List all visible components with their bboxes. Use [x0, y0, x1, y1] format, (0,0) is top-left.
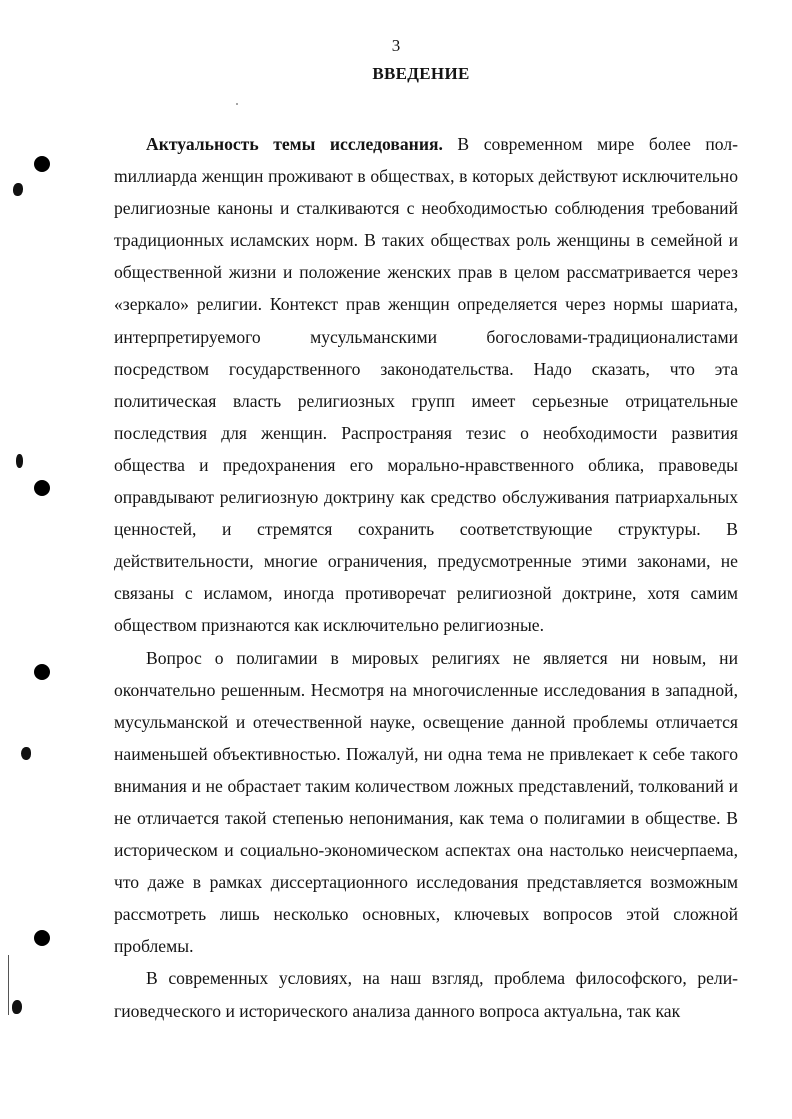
paragraph-polygamy [114, 642, 738, 963]
body-text [114, 128, 738, 1027]
scan-speck-2 [16, 454, 23, 468]
paragraph-text: В современных условиях, на наш взгляд, проблема философского, религиоведческого и исторического анализа данного вопроса актуальна, так как [114, 968, 738, 1021]
section-heading: ВВЕДЕНИЕ [372, 64, 470, 83]
paragraph-relevance [114, 128, 738, 642]
binder-hole-2 [34, 480, 50, 496]
scan-speck-4 [12, 1000, 22, 1014]
paragraph-modern-conditions [114, 962, 738, 1026]
scan-speck-3 [21, 747, 31, 760]
paragraph-text: В современном мире более полmиллиарда женщин проживают в обществах, в которых действуют исключительно религиозные каноны и сталкиваются с необходимостью соблюдения требований традиционных исламских норм. В таких обществах роль женщины в семейной и общественной жизни и положение женских прав в целом рассматривается через «зеркало» религии. Контекст прав женщин определяется через нормы шариата, интерпретируемого мусульманскими богословами-традиционалистами посредством государственного законодательства. Надо сказать, что эта политическая власть религиозных групп имеет серьезные отрицательные последствия для женщин. Распространяя тезис о необходимости развития общества и предохранения его морально-нравственного облика, правоведы оправдывают религиозную доктрину как средство обслуживания патриархальных ценностей, и стремятся сохранить соответствующие структуры. В действительности, многие ограничения, предусмотренные этими законами, не связаны с исламом, иногда противоречат религиозной доктрине, хотя самим обществом признаются как исключительно религиозные. [114, 134, 738, 636]
scan-dust [236, 103, 238, 105]
binder-hole-3 [34, 664, 50, 680]
binder-hole-4 [34, 930, 50, 946]
paragraph-lead: Актуальность темы исследования. [146, 134, 443, 154]
page-number: 3 [391, 36, 401, 55]
paragraph-text: Вопрос о полигамии в мировых религиях не является ни новым, ни окончательно решенным. Несмотря на многочисленные исследования в западной, мусульманской и отечественной науке, освещение данной проблемы отличается наименьшей объективностью. Пожалуй, ни одна тема не привлекает к себе такого внимания и не обрастает таким количеством ложных представлений, толкований и не отличается такой степенью непонимания, как тема о полигамии в обществе. В историческом и социально-экономическом аспектах она настолько неисчерпаема, что даже в рамках диссертационного исследования представляется возможным рассмотреть лишь несколько основных, ключевых вопросов этой сложной проблемы. [114, 647, 738, 957]
binder-hole-1 [34, 156, 50, 172]
scan-speck-1 [13, 183, 23, 196]
scan-edge-line [8, 955, 9, 1015]
